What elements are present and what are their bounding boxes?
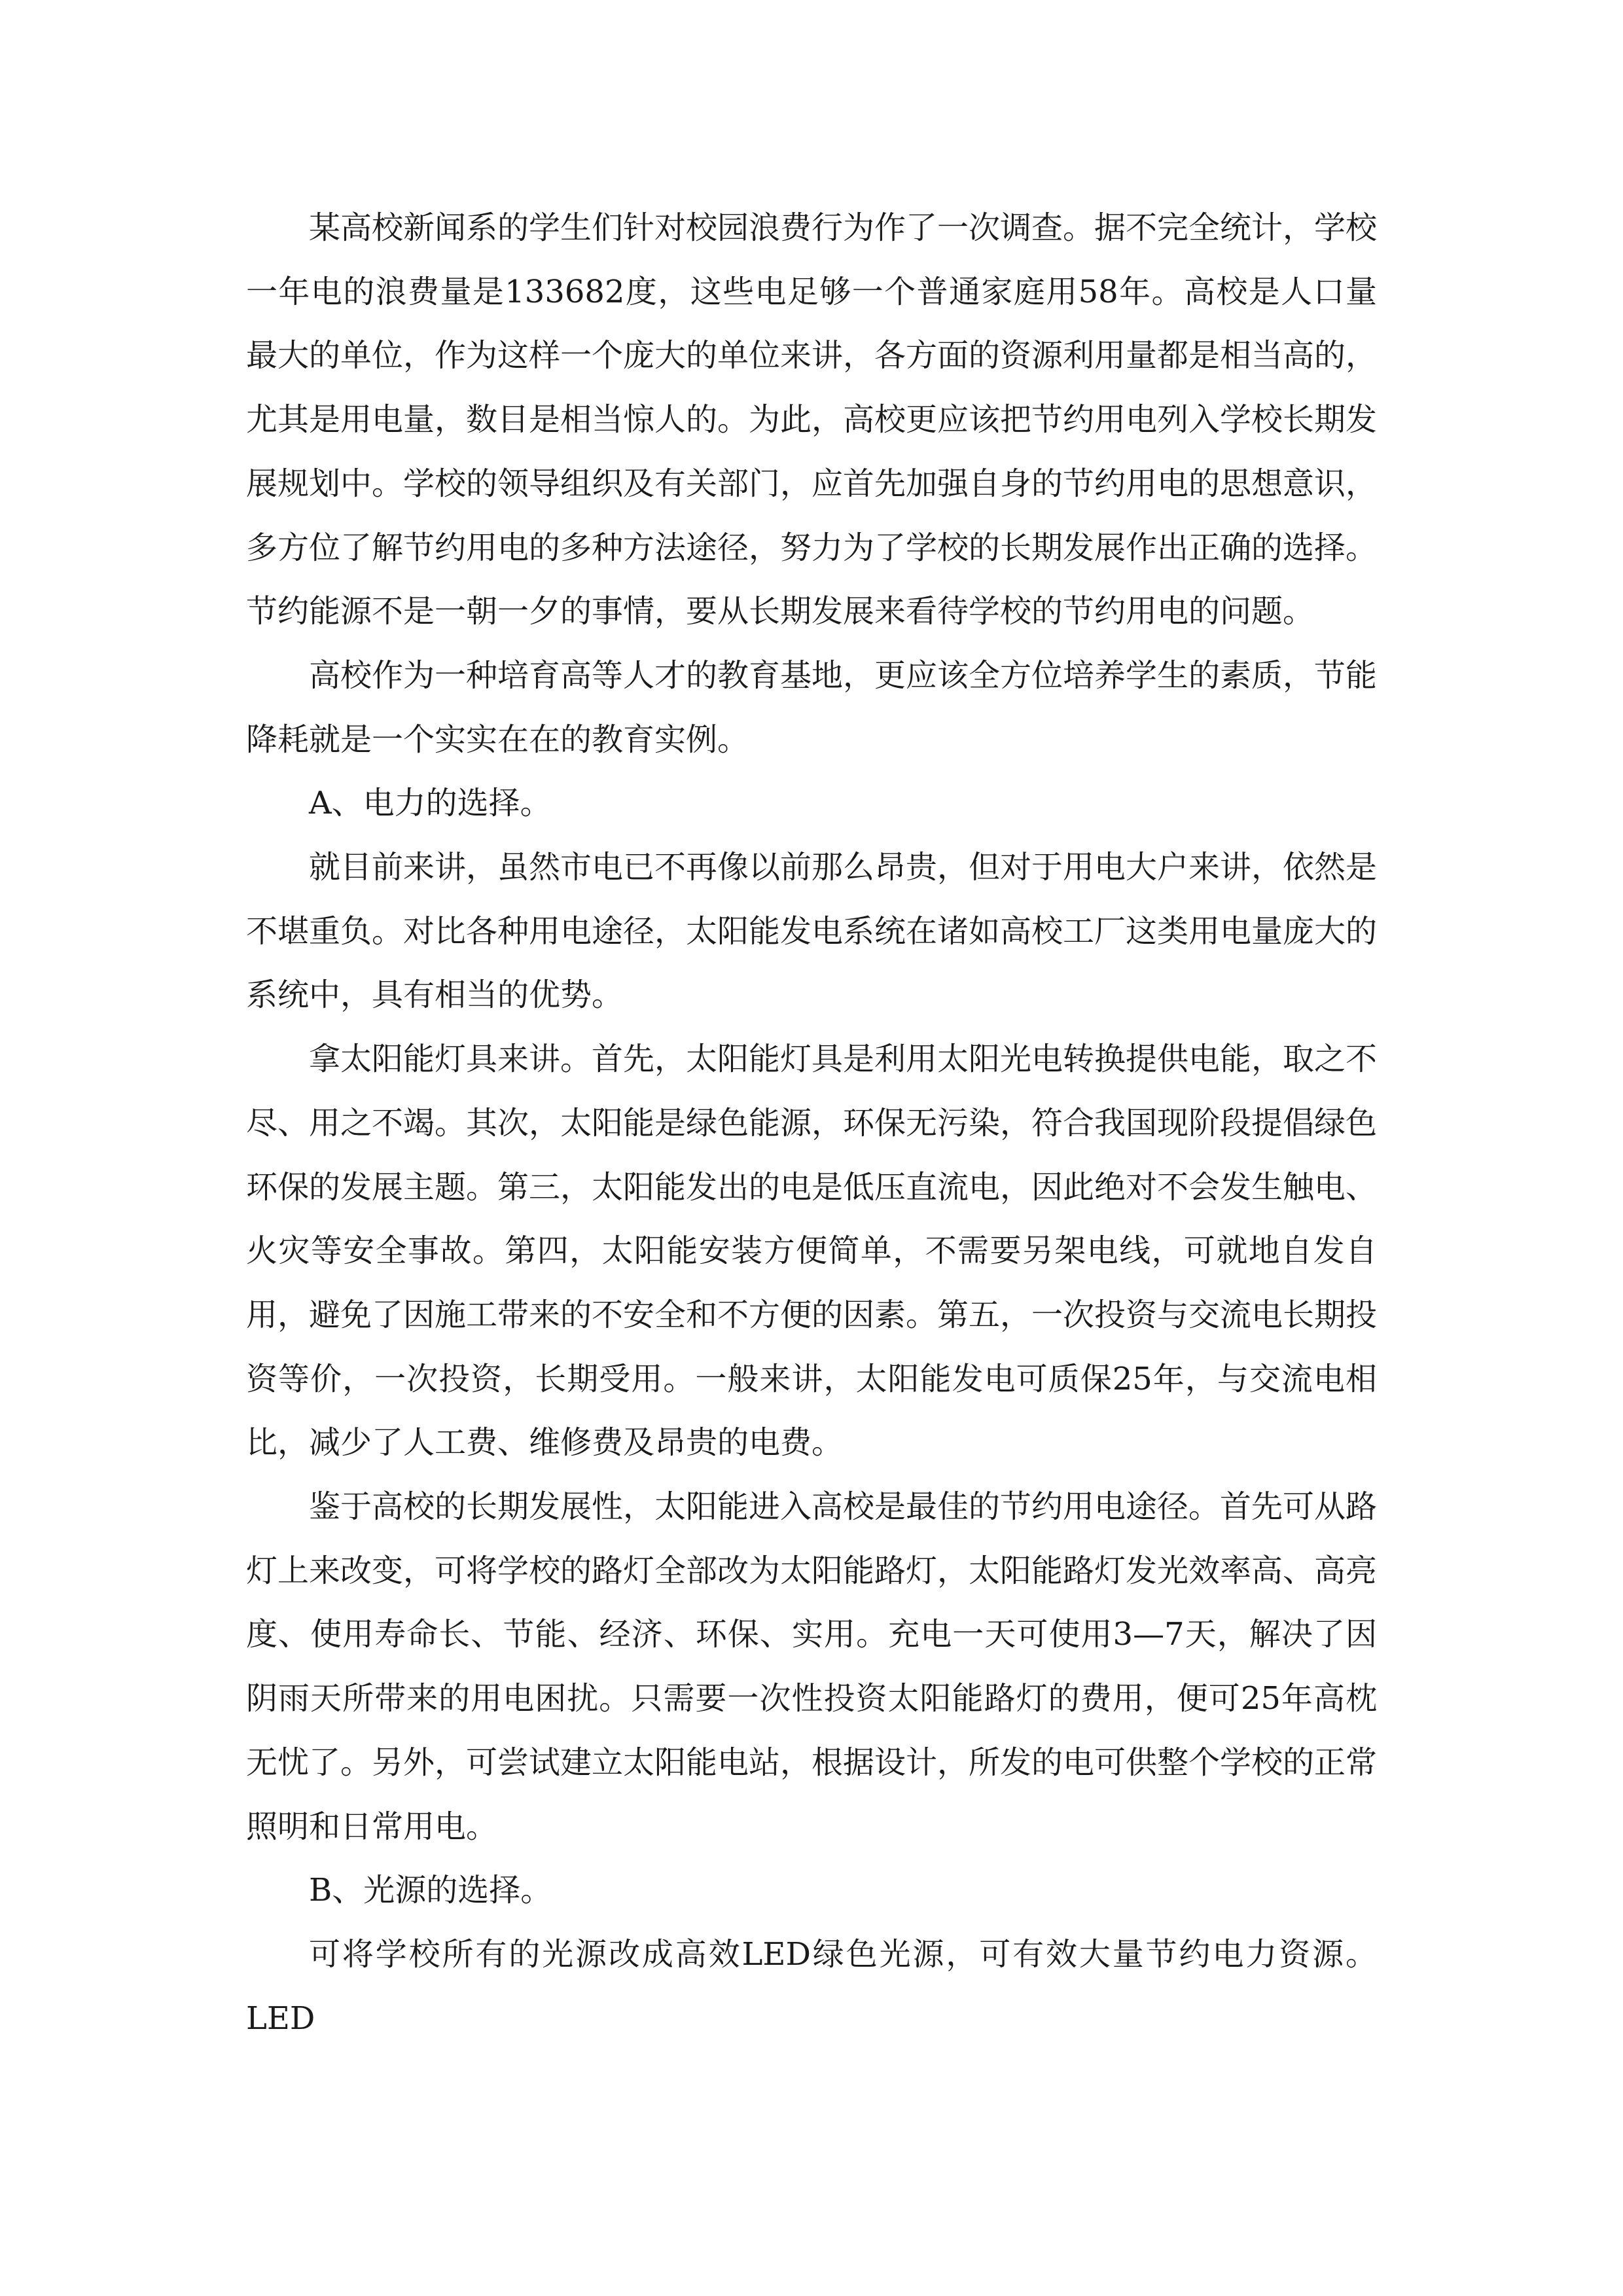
section-heading-power-choice: A、电力的选择。 [309, 785, 552, 822]
document-body [246, 196, 1377, 2051]
paragraph-led: 可将学校所有的光源改成高效LED绿色光源，可有效大量节约电力资源。LED [246, 1935, 1377, 2037]
paragraph-solar-campus: 鉴于高校的长期发展性，太阳能进入高校是最佳的节约用电途径。首先可从路灯上来改变，可将学校的路灯全部改为太阳能路灯，太阳能路灯发光效率高、高亮度、使用寿命长、节能、经济、环保、实用。充电一天可使用3—7天，解决了因阴雨天所带来的用电困扰。只需要一次性投资太阳能路灯的费用，便可25年高枕无忧了。另外，可尝试建立太阳能电站，根据设计，所发的电可供整个学校的正常照明和日常用电。 [246, 1488, 1378, 1845]
paragraph-education-base: 高校作为一种培育高等人才的教育基地，更应该全方位培养学生的素质，节能降耗就是一个实实在在的教育实例。 [246, 656, 1378, 758]
paragraph-survey-intro: 某高校新闻系的学生们针对校园浪费行为作了一次调查。据不完全统计，学校一年电的浪费量是133682度，这些电足够一个普通家庭用58年。高校是人口量最大的单位，作为这样一个庞大的单位来讲，各方面的资源利用量都是相当高的，尤其是用电量，数目是相当惊人的。为此，高校更应该把节约用电列入学校长期发展规划中。学校的领导组织及有关部门，应首先加强自身的节约用电的思想意识，多方位了解节约用电的多种方法途径，努力为了学校的长期发展作出正确的选择。节约能源不是一朝一夕的事情，要从长期发展来看待学校的节约用电的问题。 [246, 209, 1378, 630]
section-heading-light-source: B、光源的选择。 [309, 1872, 552, 1909]
paragraph-solar-lamps: 拿太阳能灯具来讲。首先，太阳能灯具是利用太阳光电转换提供电能，取之不尽、用之不竭。其次，太阳能是绿色能源，环保无污染，符合我国现阶段提倡绿色环保的发展主题。第三，太阳能发出的电是低压直流电，因此绝对不会发生触电、火灾等安全事故。第四，太阳能安装方便简单，不需要另架电线，可就地自发自用，避免了因施工带来的不安全和不方便的因素。第五，一次投资与交流电长期投资等价，一次投资，长期受用。一般来讲，太阳能发电可质保25年，与交流电相比，减少了人工费、维修费及昂贵的电费。 [246, 1041, 1378, 1462]
paragraph-grid-power: 就目前来讲，虽然市电已不再像以前那么昂贵，但对于用电大户来讲，依然是不堪重负。对比各种用电途径，太阳能发电系统在诸如高校工厂这类用电量庞大的系统中，具有相当的优势。 [246, 849, 1378, 1014]
